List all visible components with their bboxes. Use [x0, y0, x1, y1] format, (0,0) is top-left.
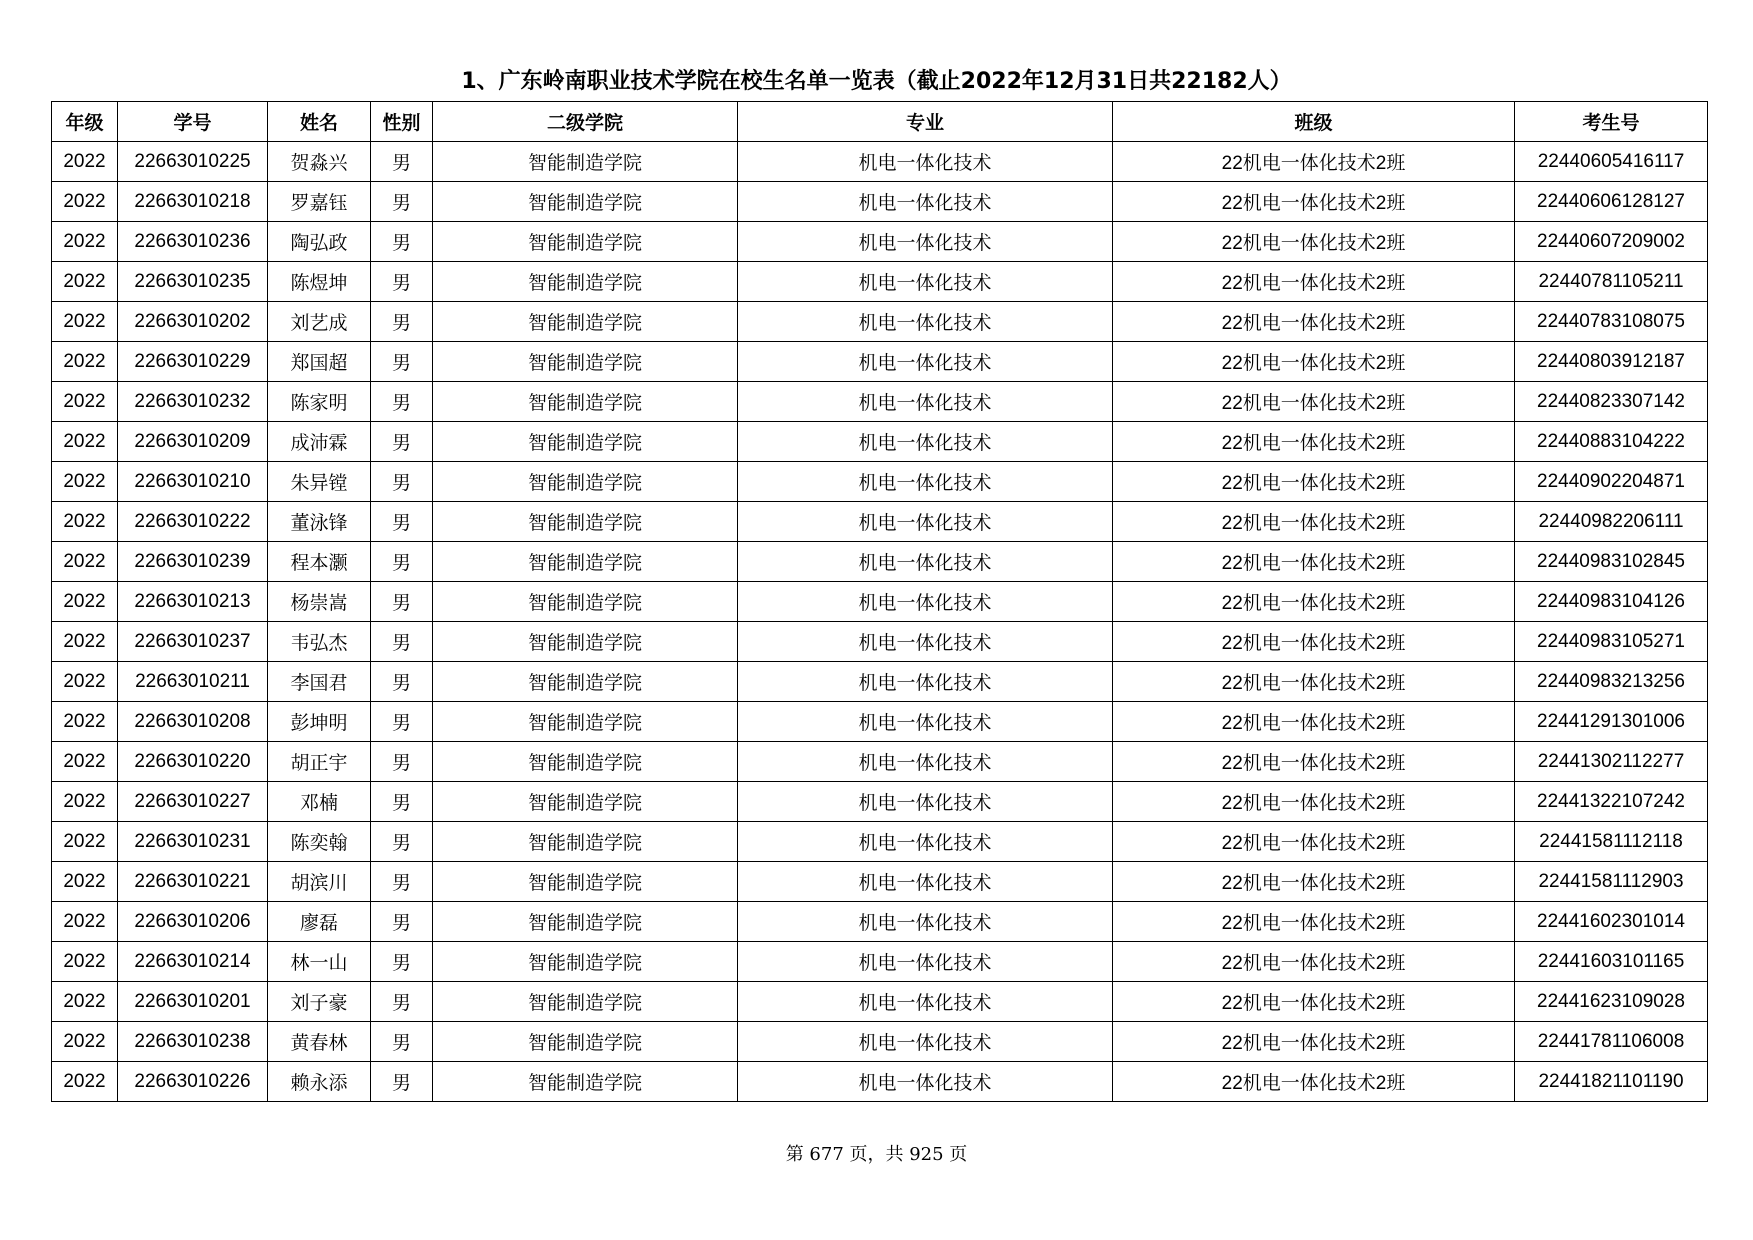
table-row: [52, 1022, 1708, 1062]
cell-gender: 男: [371, 302, 433, 342]
cell-grade: 2022: [52, 142, 118, 182]
cell-student-id: 22663010221: [118, 862, 268, 902]
cell-name: 胡滨川: [268, 862, 371, 902]
cell-major: 机电一体化技术: [738, 902, 1113, 942]
cell-major: 机电一体化技术: [738, 1022, 1113, 1062]
cell-name: 杨崇嵩: [268, 582, 371, 622]
cell-student-id: 22663010225: [118, 142, 268, 182]
table-row: [52, 142, 1708, 182]
cell-exam-number: 22441821101190: [1515, 1062, 1708, 1102]
cell-major: 机电一体化技术: [738, 142, 1113, 182]
cell-class: 22机电一体化技术2班: [1113, 782, 1515, 822]
cell-student-id: 22663010238: [118, 1022, 268, 1062]
cell-grade: 2022: [52, 902, 118, 942]
cell-major: 机电一体化技术: [738, 342, 1113, 382]
cell-gender: 男: [371, 622, 433, 662]
cell-gender: 男: [371, 822, 433, 862]
cell-name: 罗嘉钰: [268, 182, 371, 222]
cell-college: 智能制造学院: [433, 542, 738, 582]
cell-college: 智能制造学院: [433, 1062, 738, 1102]
cell-gender: 男: [371, 902, 433, 942]
cell-name: 陈家明: [268, 382, 371, 422]
cell-major: 机电一体化技术: [738, 302, 1113, 342]
cell-exam-number: 22440783108075: [1515, 302, 1708, 342]
cell-student-id: 22663010227: [118, 782, 268, 822]
cell-major: 机电一体化技术: [738, 1062, 1113, 1102]
cell-gender: 男: [371, 982, 433, 1022]
cell-major: 机电一体化技术: [738, 622, 1113, 662]
header-gender: 性别: [371, 102, 433, 142]
header-major: 专业: [738, 102, 1113, 142]
cell-student-id: 22663010226: [118, 1062, 268, 1102]
cell-major: 机电一体化技术: [738, 982, 1113, 1022]
cell-grade: 2022: [52, 302, 118, 342]
cell-gender: 男: [371, 462, 433, 502]
cell-college: 智能制造学院: [433, 742, 738, 782]
cell-class: 22机电一体化技术2班: [1113, 1062, 1515, 1102]
cell-grade: 2022: [52, 982, 118, 1022]
table-row: [52, 942, 1708, 982]
cell-name: 黄春林: [268, 1022, 371, 1062]
cell-name: 陈奕翰: [268, 822, 371, 862]
cell-exam-number: 22440606128127: [1515, 182, 1708, 222]
cell-gender: 男: [371, 782, 433, 822]
cell-exam-number: 22440983105271: [1515, 622, 1708, 662]
cell-student-id: 22663010202: [118, 302, 268, 342]
cell-major: 机电一体化技术: [738, 182, 1113, 222]
cell-major: 机电一体化技术: [738, 262, 1113, 302]
cell-grade: 2022: [52, 1062, 118, 1102]
cell-grade: 2022: [52, 702, 118, 742]
cell-college: 智能制造学院: [433, 902, 738, 942]
cell-gender: 男: [371, 222, 433, 262]
cell-major: 机电一体化技术: [738, 222, 1113, 262]
cell-name: 陈煜坤: [268, 262, 371, 302]
cell-class: 22机电一体化技术2班: [1113, 582, 1515, 622]
header-name: 姓名: [268, 102, 371, 142]
table-row: [52, 342, 1708, 382]
cell-college: 智能制造学院: [433, 862, 738, 902]
cell-class: 22机电一体化技术2班: [1113, 182, 1515, 222]
cell-grade: 2022: [52, 662, 118, 702]
cell-student-id: 22663010235: [118, 262, 268, 302]
table-row: [52, 982, 1708, 1022]
cell-class: 22机电一体化技术2班: [1113, 382, 1515, 422]
cell-student-id: 22663010209: [118, 422, 268, 462]
table-row: [52, 742, 1708, 782]
cell-college: 智能制造学院: [433, 422, 738, 462]
table-row: [52, 702, 1708, 742]
cell-student-id: 22663010236: [118, 222, 268, 262]
student-roster-table: [51, 101, 1708, 1102]
cell-major: 机电一体化技术: [738, 662, 1113, 702]
cell-college: 智能制造学院: [433, 942, 738, 982]
cell-major: 机电一体化技术: [738, 582, 1113, 622]
cell-grade: 2022: [52, 582, 118, 622]
cell-gender: 男: [371, 502, 433, 542]
cell-gender: 男: [371, 182, 433, 222]
cell-exam-number: 22440803912187: [1515, 342, 1708, 382]
table-body: [52, 142, 1708, 1102]
cell-exam-number: 22441581112903: [1515, 862, 1708, 902]
cell-grade: 2022: [52, 822, 118, 862]
cell-class: 22机电一体化技术2班: [1113, 422, 1515, 462]
cell-name: 林一山: [268, 942, 371, 982]
cell-student-id: 22663010232: [118, 382, 268, 422]
cell-name: 刘子豪: [268, 982, 371, 1022]
table-row: [52, 222, 1708, 262]
table-row: [52, 582, 1708, 622]
cell-grade: 2022: [52, 182, 118, 222]
cell-name: 彭坤明: [268, 702, 371, 742]
cell-grade: 2022: [52, 262, 118, 302]
table-row: [52, 902, 1708, 942]
cell-student-id: 22663010213: [118, 582, 268, 622]
cell-name: 陶弘政: [268, 222, 371, 262]
cell-name: 程本灏: [268, 542, 371, 582]
cell-college: 智能制造学院: [433, 382, 738, 422]
cell-exam-number: 22440983213256: [1515, 662, 1708, 702]
cell-class: 22机电一体化技术2班: [1113, 462, 1515, 502]
cell-grade: 2022: [52, 782, 118, 822]
cell-major: 机电一体化技术: [738, 702, 1113, 742]
cell-name: 胡正宇: [268, 742, 371, 782]
header-student-id: 学号: [118, 102, 268, 142]
table-row: [52, 1062, 1708, 1102]
page-footer: 第 677 页，共 925 页: [785, 1144, 968, 1165]
cell-gender: 男: [371, 542, 433, 582]
cell-exam-number: 22441603101165: [1515, 942, 1708, 982]
cell-name: 邓楠: [268, 782, 371, 822]
cell-exam-number: 22440902204871: [1515, 462, 1708, 502]
cell-name: 李国君: [268, 662, 371, 702]
cell-exam-number: 22440823307142: [1515, 382, 1708, 422]
cell-gender: 男: [371, 1062, 433, 1102]
cell-name: 朱异镗: [268, 462, 371, 502]
cell-student-id: 22663010239: [118, 542, 268, 582]
cell-class: 22机电一体化技术2班: [1113, 342, 1515, 382]
table-row: [52, 462, 1708, 502]
cell-student-id: 22663010208: [118, 702, 268, 742]
cell-class: 22机电一体化技术2班: [1113, 502, 1515, 542]
cell-exam-number: 22440983104126: [1515, 582, 1708, 622]
header-exam-number: 考生号: [1515, 102, 1708, 142]
cell-name: 董泳锋: [268, 502, 371, 542]
cell-grade: 2022: [52, 1022, 118, 1062]
cell-grade: 2022: [52, 742, 118, 782]
cell-student-id: 22663010222: [118, 502, 268, 542]
table-row: [52, 382, 1708, 422]
cell-class: 22机电一体化技术2班: [1113, 902, 1515, 942]
cell-name: 成沛霖: [268, 422, 371, 462]
cell-class: 22机电一体化技术2班: [1113, 702, 1515, 742]
cell-major: 机电一体化技术: [738, 782, 1113, 822]
cell-student-id: 22663010201: [118, 982, 268, 1022]
cell-college: 智能制造学院: [433, 582, 738, 622]
cell-college: 智能制造学院: [433, 222, 738, 262]
cell-major: 机电一体化技术: [738, 862, 1113, 902]
table-row: [52, 502, 1708, 542]
cell-gender: 男: [371, 662, 433, 702]
cell-grade: 2022: [52, 502, 118, 542]
table-row: [52, 542, 1708, 582]
cell-gender: 男: [371, 142, 433, 182]
cell-exam-number: 22440605416117: [1515, 142, 1708, 182]
cell-grade: 2022: [52, 222, 118, 262]
cell-gender: 男: [371, 262, 433, 302]
cell-grade: 2022: [52, 622, 118, 662]
cell-gender: 男: [371, 1022, 433, 1062]
cell-student-id: 22663010206: [118, 902, 268, 942]
cell-exam-number: 22441781106008: [1515, 1022, 1708, 1062]
cell-exam-number: 22440982206111: [1515, 502, 1708, 542]
cell-grade: 2022: [52, 862, 118, 902]
cell-class: 22机电一体化技术2班: [1113, 822, 1515, 862]
cell-gender: 男: [371, 422, 433, 462]
cell-class: 22机电一体化技术2班: [1113, 542, 1515, 582]
cell-exam-number: 22440781105211: [1515, 262, 1708, 302]
cell-name: 郑国超: [268, 342, 371, 382]
cell-grade: 2022: [52, 462, 118, 502]
cell-exam-number: 22441291301006: [1515, 702, 1708, 742]
cell-major: 机电一体化技术: [738, 462, 1113, 502]
cell-gender: 男: [371, 942, 433, 982]
cell-exam-number: 22441302112277: [1515, 742, 1708, 782]
table-row: [52, 182, 1708, 222]
cell-college: 智能制造学院: [433, 262, 738, 302]
cell-major: 机电一体化技术: [738, 382, 1113, 422]
table-row: [52, 662, 1708, 702]
table-row: [52, 302, 1708, 342]
cell-class: 22机电一体化技术2班: [1113, 862, 1515, 902]
table-row: [52, 782, 1708, 822]
cell-exam-number: 22440983102845: [1515, 542, 1708, 582]
cell-exam-number: 22441602301014: [1515, 902, 1708, 942]
cell-college: 智能制造学院: [433, 1022, 738, 1062]
cell-class: 22机电一体化技术2班: [1113, 222, 1515, 262]
cell-exam-number: 22441581112118: [1515, 822, 1708, 862]
cell-gender: 男: [371, 742, 433, 782]
table-header-row: [52, 102, 1708, 142]
cell-college: 智能制造学院: [433, 662, 738, 702]
table-row: [52, 822, 1708, 862]
cell-major: 机电一体化技术: [738, 502, 1113, 542]
cell-name: 廖磊: [268, 902, 371, 942]
cell-grade: 2022: [52, 342, 118, 382]
cell-college: 智能制造学院: [433, 302, 738, 342]
cell-exam-number: 22440883104222: [1515, 422, 1708, 462]
cell-college: 智能制造学院: [433, 982, 738, 1022]
cell-class: 22机电一体化技术2班: [1113, 1022, 1515, 1062]
cell-exam-number: 22441322107242: [1515, 782, 1708, 822]
cell-gender: 男: [371, 582, 433, 622]
cell-class: 22机电一体化技术2班: [1113, 742, 1515, 782]
table-row: [52, 262, 1708, 302]
cell-major: 机电一体化技术: [738, 822, 1113, 862]
cell-college: 智能制造学院: [433, 142, 738, 182]
cell-gender: 男: [371, 702, 433, 742]
cell-student-id: 22663010229: [118, 342, 268, 382]
cell-student-id: 22663010237: [118, 622, 268, 662]
cell-grade: 2022: [52, 542, 118, 582]
table-row: [52, 422, 1708, 462]
cell-college: 智能制造学院: [433, 342, 738, 382]
cell-gender: 男: [371, 382, 433, 422]
cell-class: 22机电一体化技术2班: [1113, 662, 1515, 702]
cell-college: 智能制造学院: [433, 622, 738, 662]
cell-exam-number: 22441623109028: [1515, 982, 1708, 1022]
cell-gender: 男: [371, 342, 433, 382]
cell-major: 机电一体化技术: [738, 942, 1113, 982]
cell-student-id: 22663010214: [118, 942, 268, 982]
cell-name: 赖永添: [268, 1062, 371, 1102]
cell-major: 机电一体化技术: [738, 422, 1113, 462]
cell-college: 智能制造学院: [433, 782, 738, 822]
cell-college: 智能制造学院: [433, 502, 738, 542]
cell-grade: 2022: [52, 422, 118, 462]
cell-class: 22机电一体化技术2班: [1113, 142, 1515, 182]
cell-grade: 2022: [52, 942, 118, 982]
cell-class: 22机电一体化技术2班: [1113, 942, 1515, 982]
cell-gender: 男: [371, 862, 433, 902]
cell-major: 机电一体化技术: [738, 742, 1113, 782]
header-class: 班级: [1113, 102, 1515, 142]
header-college: 二级学院: [433, 102, 738, 142]
cell-name: 刘艺成: [268, 302, 371, 342]
cell-class: 22机电一体化技术2班: [1113, 262, 1515, 302]
cell-college: 智能制造学院: [433, 822, 738, 862]
cell-class: 22机电一体化技术2班: [1113, 622, 1515, 662]
document-title: 1、广东岭南职业技术学院在校生名单一览表（截止2022年12月31日共22182人）: [461, 69, 1292, 94]
table-row: [52, 862, 1708, 902]
cell-major: 机电一体化技术: [738, 542, 1113, 582]
cell-student-id: 22663010218: [118, 182, 268, 222]
cell-class: 22机电一体化技术2班: [1113, 302, 1515, 342]
cell-name: 贺淼兴: [268, 142, 371, 182]
cell-college: 智能制造学院: [433, 462, 738, 502]
cell-student-id: 22663010220: [118, 742, 268, 782]
cell-class: 22机电一体化技术2班: [1113, 982, 1515, 1022]
cell-exam-number: 22440607209002: [1515, 222, 1708, 262]
cell-student-id: 22663010211: [118, 662, 268, 702]
cell-student-id: 22663010231: [118, 822, 268, 862]
cell-college: 智能制造学院: [433, 702, 738, 742]
cell-grade: 2022: [52, 382, 118, 422]
cell-name: 韦弘杰: [268, 622, 371, 662]
cell-student-id: 22663010210: [118, 462, 268, 502]
header-grade: 年级: [52, 102, 118, 142]
table-row: [52, 622, 1708, 662]
cell-college: 智能制造学院: [433, 182, 738, 222]
